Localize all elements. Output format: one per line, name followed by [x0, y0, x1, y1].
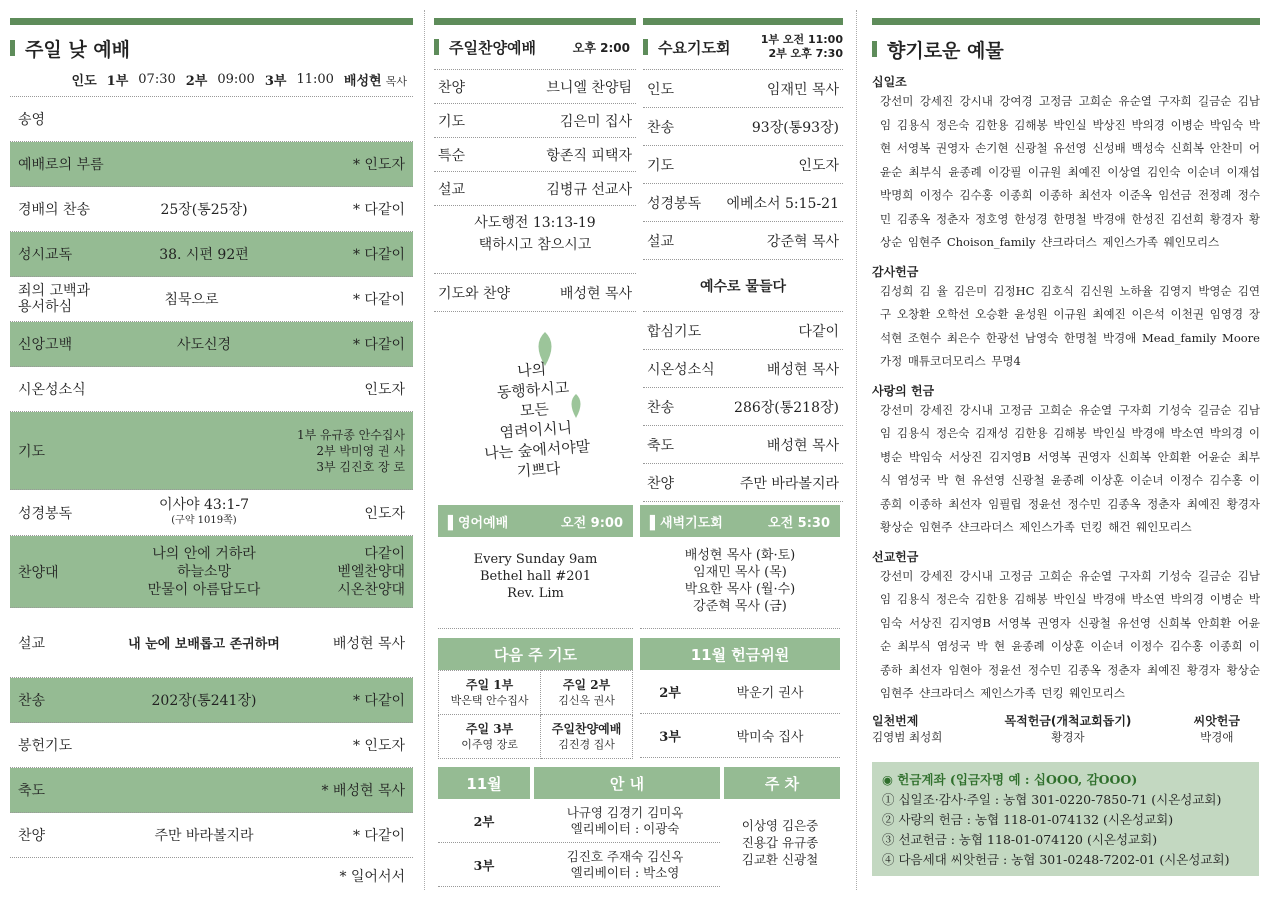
choir-groups: 다같이 벧엘찬양대 시온찬양대 — [337, 545, 405, 598]
calligraphy-line: 나는 숲에서야말 — [483, 437, 591, 463]
calligraphy-line: 기쁘다 — [516, 459, 561, 481]
love-label: 사랑의 헌금 — [872, 383, 935, 398]
service-2-label: 2부 — [185, 74, 208, 89]
wed-title: 수요기도회 — [658, 38, 731, 57]
offering-committee — [640, 638, 840, 758]
row-label: 성경봉독 — [647, 195, 702, 212]
order-row-choir — [10, 536, 413, 608]
header-marker — [10, 40, 15, 56]
order-row — [434, 172, 636, 206]
next-prayer-table: 주일 1부 박은택 안수집사 주일 2부 김신옥 권사 주일 3부 이주영 장로 주일찬양예배 김진경 집사 — [438, 670, 633, 759]
row-value: 배성현 목사 — [766, 437, 839, 454]
reading-passage: 이사야 43:1-7 (구약 1019쪽) — [158, 496, 250, 526]
row-label: 축도 — [647, 437, 675, 454]
dawn-prayer — [640, 505, 840, 629]
order-row — [10, 232, 413, 277]
order-row — [434, 104, 636, 138]
row-label: 찬송 — [18, 693, 46, 709]
row-value: 다같이 — [798, 323, 839, 340]
account-title: ◉ 헌금계좌 (입금자명 예 : 십OOO, 감OOO) — [882, 772, 1138, 787]
order-row — [10, 187, 413, 232]
row-label: 시온성소식 — [647, 361, 715, 378]
row-label: 기도 — [647, 157, 675, 174]
order-row — [10, 723, 413, 768]
section-bar — [10, 18, 413, 25]
row-value: 항존직 피택자 — [546, 147, 632, 164]
order-list — [10, 97, 413, 412]
order-row — [643, 464, 843, 502]
row-content: 침묵으로 — [164, 292, 219, 308]
section-header — [434, 25, 636, 69]
row-content: 사도신경 — [176, 337, 232, 353]
row-label: 기도 — [18, 443, 46, 460]
row-role: * 다같이 — [352, 292, 405, 308]
order-row — [643, 146, 843, 184]
row-label: 설교 — [18, 635, 46, 652]
lead-label: 인도 — [71, 74, 97, 89]
header-marker — [434, 39, 439, 55]
section-header — [872, 33, 1260, 65]
love-names: 강선미 강세진 강시내 고정금 고희순 유순열 구자희 기성숙 길금순 김남임 김용식 정은숙 김재성 김한용 김해봉 박인실 박경애 박소연 박의경 이병순 박임숙 서상진 김지영B 서영복 권영자 신희복 안희환 어윤순 최부식 염성국 박 현 유선영 신광철 윤종례 이상훈 이순녀 이정수 김수홍 이종희 이종하 최선자 임필립 정윤선 정수민 김종옥 정춘자 최예진 황경자 황상순 임현주 샨크라더스 제인스가족 던킹 해건 웨인모리스 — [880, 402, 1260, 534]
prayer-leaders: 1부 유규종 안수집사 2부 박미영 권 사 3부 김진호 장 로 — [296, 427, 405, 474]
row-label: 인도 — [647, 81, 675, 98]
row-role: * 인도자 — [352, 157, 405, 173]
order-row — [643, 388, 843, 426]
standing-note: * 일어서서 — [339, 869, 405, 885]
service-1-time: 07:30 — [138, 72, 176, 87]
row-label: 합심기도 — [647, 323, 702, 340]
row-value: 브니엘 찬양팀 — [546, 79, 632, 96]
order-row — [643, 350, 843, 388]
tithe-label: 십일조 — [872, 75, 907, 89]
section-bar — [434, 18, 636, 25]
calligraphy — [434, 312, 636, 508]
order-row — [10, 768, 413, 813]
wed-sermon-title: 예수로 물들다 — [643, 260, 843, 312]
service-3-time: 11:00 — [296, 72, 334, 87]
offerings-section — [872, 18, 1260, 745]
row-content: 202장(통241장) — [151, 693, 257, 709]
praise-worship-section — [434, 18, 636, 508]
row-role: 인도자 — [364, 382, 405, 398]
row-role: * 다같이 — [352, 202, 405, 218]
row-label: 찬양대 — [18, 564, 59, 581]
row-label: 기도 — [438, 113, 466, 130]
other-offerings: 일천번제 김영범 최성희 목적헌금(개척교회돕기) 황경자 씨앗헌금 박경애 — [872, 713, 1240, 744]
praise-text — [434, 206, 636, 274]
guide-body — [438, 799, 840, 887]
calligraphy-line: 염려이시니 — [498, 418, 573, 442]
row-label: 찬양 — [18, 828, 46, 844]
order-row-reading — [10, 490, 413, 536]
order-row — [643, 426, 843, 464]
row-label: 설교 — [438, 181, 466, 198]
praise-title: 주일찬양예배 — [449, 38, 536, 57]
header-marker — [643, 39, 648, 55]
scripture: 사도행전 13:13-19 — [474, 215, 596, 231]
row-role: 인도자 — [364, 505, 405, 522]
calligraphy-line: 모든 — [519, 400, 550, 421]
english-header: ▌영어예배 오전 9:00 — [438, 505, 633, 537]
row-value: 93장(통93장) — [751, 119, 839, 136]
thanks-names: 김성희 김 율 김은미 김정HC 김호식 김신원 노하율 김영지 박영순 김연구 오창환 오학선 오승환 윤성원 이규원 최예진 이은석 이천권 임영경 장석현 조현수 최은수 한광선 남영숙 한명철 박경애 Mead_family Moore가정 매튜코더모리스 무명4 — [880, 283, 1260, 368]
row-value: 286장(통218장) — [734, 399, 839, 416]
calligraphy-line: 나의 — [516, 360, 547, 381]
guide-row: 3부 김진호 주재숙 김신옥 엘리베이터 : 박소영 — [438, 843, 720, 887]
dawn-header: ▌새벽기도회 오전 5:30 — [640, 505, 840, 537]
account-box — [872, 762, 1259, 876]
wednesday-section — [643, 18, 843, 502]
order-row — [10, 678, 413, 723]
offerings-title: 향기로운 예물 — [887, 39, 1004, 62]
row-role: * 인도자 — [352, 738, 405, 754]
header-marker — [872, 41, 877, 57]
row-label: 찬양 — [647, 475, 675, 492]
row-label: 예배로의 부름 — [18, 157, 104, 173]
praise-prayer-row: 기도와 찬양 배성현 목사 — [434, 274, 636, 312]
sunday-worship-section — [10, 18, 413, 886]
next-prayer-header: 다음 주 기도 — [438, 638, 633, 670]
order-row — [10, 322, 413, 367]
service-times — [10, 63, 413, 97]
row-role: * 다같이 — [352, 828, 405, 844]
service-2-time: 09:00 — [217, 72, 255, 87]
praise-order — [434, 69, 636, 206]
calligraphy-line: 동행하시고 — [496, 378, 570, 402]
wed-time-1: 1부 오전 11:00 — [760, 33, 843, 46]
order-row — [643, 184, 843, 222]
row-role: * 다같이 — [352, 337, 405, 353]
row-content: 주만 바라볼지라 — [154, 828, 254, 844]
row-label: 성시교독 — [18, 247, 73, 263]
row-value: 강준혁 목사 — [766, 233, 839, 250]
order-row — [10, 367, 413, 412]
order-row — [643, 312, 843, 350]
account-line: ④ 다음세대 씨앗헌금 : 농협 301-0248-7202-01 (시온성교회) — [882, 852, 1230, 867]
order-row — [643, 70, 843, 108]
leader-name: 배성현 목사 — [343, 74, 407, 89]
row-role: * 배성현 목사 — [321, 783, 405, 799]
mission-label: 선교헌금 — [872, 549, 919, 564]
praise-time: 오후 2:00 — [572, 40, 630, 55]
committee-row: 2부 박운기 권사 — [640, 670, 840, 714]
row-value: 주만 바라볼지라 — [739, 475, 839, 492]
section-header — [643, 25, 843, 69]
row-label: 성경봉독 — [18, 505, 73, 522]
order-row — [434, 70, 636, 104]
row-label: 죄의 고백과 용서하심 — [18, 283, 91, 315]
next-week-prayer — [438, 638, 633, 759]
row-label: 축도 — [18, 783, 46, 799]
english-worship — [438, 505, 633, 629]
account-line: ① 십일조·감사·주일 : 농협 301-0220-7850-71 (시온성교회) — [882, 792, 1222, 807]
page-title: 주일 낮 예배 — [25, 38, 130, 61]
dawn-leaders: 배성현 목사 (화·토) 임재민 목사 (목) 박요한 목사 (월·수) 강준혁 목사 (금) — [640, 537, 840, 629]
row-label: 송영 — [18, 112, 46, 128]
wed-order-2 — [643, 312, 843, 502]
service-3-label: 3부 — [264, 74, 287, 89]
section-header — [10, 33, 413, 63]
guide-header: 11월 안 내 주 차 — [438, 767, 840, 799]
row-label: 찬송 — [647, 119, 675, 136]
mission-names: 강선미 강세진 강시내 고정금 고희순 유순열 구자희 기성숙 길금순 김남임 김용식 정은숙 김한용 김해봉 박인실 박경애 박소연 박의경 이병순 박임숙 서상진 김지영B 서영복 권영자 신광철 유선영 신희복 안희환 어윤순 최부식 염성국 박 현 윤종례 이상훈 이순녀 이정수 김수홍 이종희 이종하 최선자 임현아 정윤선 정수민 김종옥 정춘자 최예진 황경자 황상순 임현주 샨크라더스 제인스가족 던킹 웨인모리스 — [880, 568, 1260, 700]
row-label: 찬양 — [438, 79, 466, 96]
sermon-title: 내 눈에 보배롭고 존귀하며 — [128, 637, 280, 652]
parking-team: 이상영 김은중 진용갑 유규종 김교환 신광철 — [741, 818, 819, 867]
row-value: 임재민 목사 — [766, 81, 839, 98]
row-label: 경배의 찬송 — [18, 202, 91, 218]
order-row — [10, 277, 413, 322]
row-content: 38. 시편 92편 — [159, 247, 249, 263]
sermon-title: 택하시고 참으시고 — [478, 237, 592, 253]
row-role: 배성현 목사 — [332, 635, 405, 652]
order-row — [10, 142, 413, 187]
row-label: 신앙고백 — [18, 337, 73, 353]
order-row — [643, 222, 843, 260]
row-label: 봉헌기도 — [18, 738, 73, 754]
row-role: * 다같이 — [352, 247, 405, 263]
account-line: ② 사랑의 헌금 : 농협 118-01-074132 (시온성교회) — [882, 812, 1174, 827]
section-bar — [643, 18, 843, 25]
row-label: 시온성소식 — [18, 382, 86, 398]
order-row — [10, 813, 413, 858]
choir-songs: 나의 안에 거하라 하늘소망 만물이 아름답도다 — [147, 545, 261, 598]
row-label: 찬송 — [647, 399, 675, 416]
row-role: * 다같이 — [352, 693, 405, 709]
calligraphy-text — [478, 356, 592, 483]
tithe-names: 강선미 강세진 강시내 강여경 고정금 고희순 유순열 구자희 길금순 김남임 김용식 정은숙 김한용 김해봉 박인실 박상진 박의경 이병순 박임숙 박 현 서영복 권영자 손기현 신광철 유선영 신성배 백성숙 신희복 안찬미 어윤순 최부식 윤종례 이강필 이규원 최예진 이상열 김인숙 이순녀 이재섭 박명희 이정수 김수홍 이종희 이종하 최선자 이준옥 임선금 전정례 정수민 김종옥 정춘자 정호영 한성경 한명철 박경애 한성진 김선희 황경자 황상순 임현주 Choison_family 샨크라더스 제인스가족 웨인모리스 — [880, 94, 1260, 249]
order-row — [10, 97, 413, 142]
guide-table — [438, 767, 840, 887]
section-bar — [872, 18, 1260, 25]
row-label: 특순 — [438, 147, 466, 164]
committee-row: 3부 박미숙 집사 — [640, 714, 840, 758]
row-value: 배성현 목사 — [766, 361, 839, 378]
order-row-sermon — [10, 608, 413, 678]
wed-time-2: 2부 오후 7:30 — [768, 47, 843, 60]
thanks-label: 감사헌금 — [872, 264, 919, 279]
service-1-label: 1부 — [106, 74, 129, 89]
row-label: 설교 — [647, 233, 675, 250]
row-value: 에베소서 5:15-21 — [726, 195, 839, 212]
row-value: 인도자 — [798, 157, 839, 174]
english-info: Every Sunday 9am Bethel hall #201 Rev. Lim — [438, 537, 633, 629]
order-row — [643, 108, 843, 146]
row-value: 김은미 집사 — [559, 113, 632, 130]
order-list-2 — [10, 678, 413, 858]
row-value: 김병규 선교사 — [546, 181, 632, 198]
guide-row: 2부 나규영 김경기 김미옥 엘리베이터 : 이광숙 — [438, 799, 720, 843]
account-line: ③ 선교헌금 : 농협 118-01-074120 (시온성교회) — [882, 832, 1158, 847]
order-row-prayer — [10, 412, 413, 490]
wed-order — [643, 69, 843, 260]
offering-committee-header: 11월 헌금위원 — [640, 638, 840, 670]
order-row — [434, 138, 636, 172]
row-content: 25장(통25장) — [160, 202, 248, 218]
